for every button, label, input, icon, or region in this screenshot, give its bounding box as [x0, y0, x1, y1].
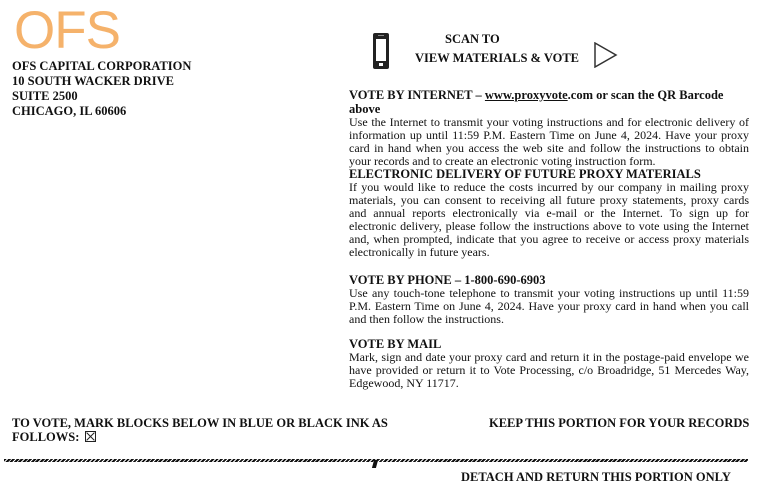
vote-by-phone-title: VOTE BY PHONE – 1-800-690-6903	[349, 273, 546, 287]
detach-portion-label: DETACH AND RETURN THIS PORTION ONLY	[461, 470, 731, 484]
vote-by-phone-section	[349, 273, 749, 326]
vote-by-mail-title: VOTE BY MAIL	[349, 337, 442, 351]
voting-instruction: TO VOTE, MARK BLOCKS BELOW IN BLUE OR BLACK INK AS FOLLOWS:	[12, 416, 388, 444]
checked-box-icon	[85, 431, 96, 442]
vote-by-internet-title: VOTE BY INTERNET – www.proxyvote.com or scan the QR Barcode above	[349, 88, 724, 116]
proxyvote-link[interactable]: www.proxyvote	[484, 88, 568, 102]
vote-by-internet-body: Use the Internet to transmit your voting instructions and for electronic delivery of information up until 11:59 P.M. Eastern Time on June 4, 2024. Have your proxy card in hand when you access the web site and follow the instructions to obtain your records and to create an electronic voting instruction form.	[349, 115, 749, 168]
vote-by-internet-section	[349, 88, 749, 168]
address-line-suite: SUITE 2500	[12, 89, 78, 103]
ofs-logo: OFS	[14, 1, 120, 60]
address-line-street: 10 SOUTH WACKER DRIVE	[12, 74, 174, 88]
vote-by-mail-body: Mark, sign and date your proxy card and return it in the postage-paid envelope we have provided or return it to Vote Processing, c/o Broadridge, 51 Mercedes Way, Edgewood, NY 11717.	[349, 350, 749, 390]
address-line-city: CHICAGO, IL 60606	[12, 104, 127, 118]
electronic-delivery-title: ELECTRONIC DELIVERY OF FUTURE PROXY MATERIALS	[349, 167, 701, 181]
vote-by-mail-section	[349, 337, 749, 390]
scissor-mark-icon	[372, 460, 378, 468]
keep-portion-label: KEEP THIS PORTION FOR YOUR RECORDS	[489, 416, 750, 430]
electronic-delivery-body: If you would like to reduce the costs incurred by our company in mailing proxy materials, you can consent to receiving all future proxy statements, proxy cards and annual reports electronically via e-mail or the Internet. To sign up for electronic delivery, please follow the instructions above to vote using the Internet and, when prompted, indicate that you agree to receive or access proxy materials electronically in future years.	[349, 180, 749, 259]
scan-label-line1: SCAN TO	[445, 32, 500, 46]
address-line-company: OFS CAPITAL CORPORATION	[12, 59, 192, 73]
scan-label-line2: VIEW MATERIALS & VOTE	[415, 51, 580, 65]
company-address	[12, 59, 191, 119]
phone-icon	[373, 33, 389, 69]
vote-by-phone-body: Use any touch-tone telephone to transmit your voting instructions up until 11:59 P.M. Eastern Time on June 4, 2024. Have your proxy card in hand when you call and then follow the instructions.	[349, 286, 749, 326]
play-triangle-icon	[594, 42, 618, 73]
electronic-delivery-section	[349, 167, 749, 259]
